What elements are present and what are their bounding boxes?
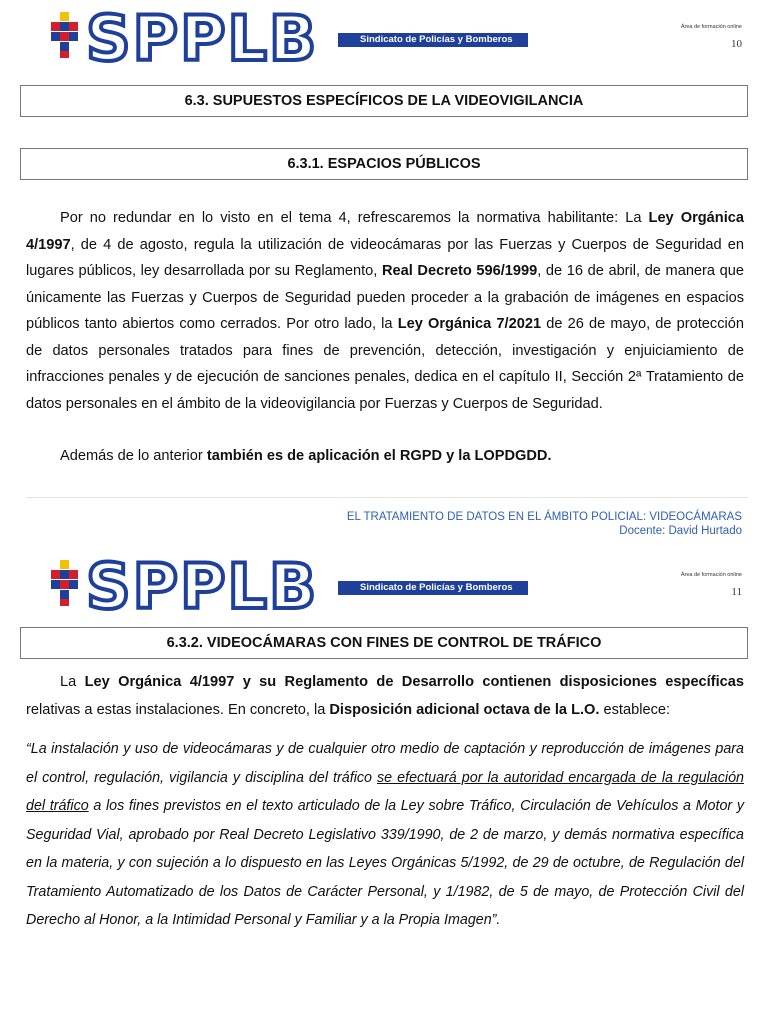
text-run: Además de lo anterior xyxy=(60,448,207,464)
text-run: establece: xyxy=(599,702,671,718)
quote-paragraph xyxy=(26,735,744,935)
body-paragraph xyxy=(26,668,744,724)
bold-text: Disposición adicional octava de la L.O. xyxy=(329,702,600,718)
footer-divider xyxy=(26,497,748,498)
footer-title: EL TRATAMIENTO DE DATOS EN EL ÁMBITO POLICIAL: VIDEOCÁMARAS xyxy=(346,511,742,523)
text-run: de 26 de mayo, de protección de datos personales tratados para fines de prevención, detección, investigación y enjuiciamiento de infracciones penales y de ejecución de sanciones penales, dedica en el capítulo II, Sección 2ª Tratamiento de datos personales en el ámbito de la videovigilancia por Fuerzas y Cuerpos de Seguridad. xyxy=(26,316,744,412)
section-title: 6.3.2. VIDEOCÁMARAS CON FINES DE CONTROL DE TRÁFICO xyxy=(166,635,602,651)
logo-cross-icon xyxy=(46,558,86,608)
text-run: “La instalación y uso de videocámaras y de cualquier otro medio de captación y reproducción de imágenes para el control, regulación, vigilancia y disciplina del tráfico xyxy=(26,741,744,786)
page-header xyxy=(0,548,768,618)
text-run: La xyxy=(60,674,85,690)
logo-cross-icon xyxy=(46,10,86,60)
page-number: 11 xyxy=(731,586,742,598)
bold-text: Real Decreto 596/1999 xyxy=(381,263,538,279)
text-run: , de 16 de abril, de manera que únicamente las Fuerzas y Cuerpos de Seguridad pueden proceder a la grabación de imágenes en espacios públicos tanto abiertos como cerrados. Por otro lado, la xyxy=(26,263,744,332)
area-note: Área de formación online xyxy=(680,24,742,30)
svg-text:SPPLB: SPPLB xyxy=(86,4,319,68)
text-run: relativas a estas instalaciones. En concreto, la xyxy=(26,702,330,718)
footer-teacher: Docente: David Hurtado xyxy=(619,525,742,537)
bold-text: Ley Orgánica 4/1997 xyxy=(26,210,744,253)
union-banner: Sindicato de Policías y Bomberos xyxy=(338,33,528,47)
union-banner: Sindicato de Policías y Bomberos xyxy=(338,581,528,595)
bold-text: Ley Orgánica 4/1997 y su Reglamento de Desarrollo contienen disposiciones específicas xyxy=(84,674,744,690)
section-title-box xyxy=(20,627,748,659)
page-header xyxy=(0,0,768,70)
text-run: a los fines previstos en el texto articulado de la Ley sobre Tráfico, Circulación de Vehículos a Motor y Seguridad Vial, aprobado por Real Decreto Legislativo 339/1990, de 2 de marzo, y demás normativa específica en la materia, y con sujeción a lo dispuesto en las Leyes Orgánicas 5/1992, de 29 de octubre, de Regulación del Tratamiento Automatizado de los Datos de Carácter Personal, y 1/1982, de 5 de mayo, de Protección Civil del Derecho al Honor, a la Intimidad Personal y Familiar y a la Propia Imagen”. xyxy=(26,798,745,928)
body-paragraph xyxy=(26,205,744,417)
section-title-box xyxy=(20,85,748,117)
bold-text: Ley Orgánica 7/2021 xyxy=(397,316,542,332)
bold-text: también es de aplicación el RGPD y la LOPDGDD. xyxy=(206,448,552,464)
text-run: Por no redundar en lo visto en el tema 4, refrescaremos la normativa habilitante: La xyxy=(60,210,649,226)
text-run: , de 4 de agosto, regula la utilización de videocámaras por las Fuerzas y Cuerpos de Seguridad en lugares públicos, ley desarrollada por su Reglamento, xyxy=(26,236,744,279)
logo-wordmark xyxy=(86,552,336,616)
section-title: 6.3. SUPUESTOS ESPECÍFICOS DE LA VIDEOVIGILANCIA xyxy=(184,93,584,109)
subsection-title-box xyxy=(20,148,748,180)
underlined-text: se efectuará por la autoridad encargada de la regulación del tráfico xyxy=(26,769,744,814)
page-number: 10 xyxy=(731,38,742,50)
logo-wordmark xyxy=(86,4,336,68)
area-note: Área de formación online xyxy=(680,572,742,578)
body-paragraph xyxy=(26,443,744,470)
svg-text:SPPLB: SPPLB xyxy=(86,552,319,616)
subsection-title: 6.3.1. ESPACIOS PÚBLICOS xyxy=(287,156,481,172)
page-footer xyxy=(347,510,742,538)
